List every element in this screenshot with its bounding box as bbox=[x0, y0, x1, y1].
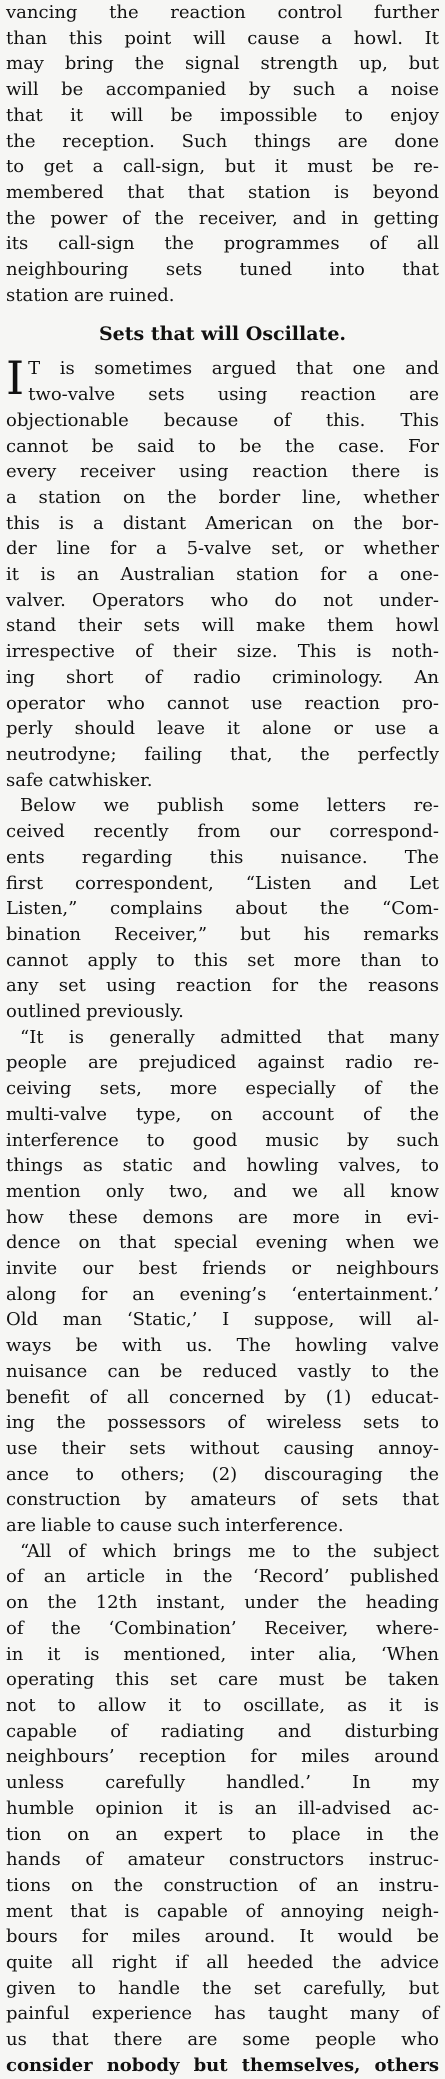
text-line: neighbours’ reception for miles around bbox=[6, 1746, 439, 1768]
text-line: may bring the signal strength up, but bbox=[6, 53, 439, 75]
text-line: Old man ‘Static,’ I suppose, will al- bbox=[6, 1309, 439, 1331]
text-line: things as static and howling valves, to bbox=[6, 1155, 439, 1177]
text-line: a station on the border line, whether bbox=[6, 486, 439, 508]
text-line: tion on an expert to place in the bbox=[6, 1823, 439, 1845]
text-line: people are prejudiced against radio re- bbox=[6, 1052, 439, 1074]
text-line: invite our best friends or neighbours bbox=[6, 1258, 439, 1280]
text-line: this is a distant American on the bor- bbox=[6, 512, 439, 534]
text-line: cannot be said to be the case. For bbox=[6, 435, 439, 457]
text-line: it is an Australian station for a one- bbox=[6, 564, 439, 586]
text-line: construction by amateurs of sets that bbox=[6, 1489, 439, 1511]
section-heading: Sets that will Oscillate. bbox=[98, 323, 347, 346]
text-line: unless carefully handled.’ In my bbox=[6, 1772, 439, 1794]
text-line: on the 12th instant, under the heading bbox=[6, 1592, 439, 1614]
section1-paragraph bbox=[6, 351, 439, 793]
text-line: humble opinion it is an ill-advised ac- bbox=[6, 1797, 439, 1819]
section2-paragraph bbox=[6, 793, 439, 1024]
text-line: station are ruined. bbox=[6, 284, 175, 306]
text-line: irrespective of their size. This is noth- bbox=[6, 641, 439, 663]
text-line: first correspondent, “Listen and Let bbox=[6, 872, 439, 894]
text-line: ment that is capable of annoying neigh- bbox=[6, 1900, 439, 1922]
text-line: neutrodyne; failing that, the perfectly bbox=[6, 743, 439, 765]
text-line: the power of the receiver, and in getting bbox=[6, 207, 439, 229]
intro-paragraph bbox=[6, 0, 439, 308]
drop-cap: I bbox=[6, 351, 25, 406]
section3-paragraph bbox=[6, 1025, 439, 1539]
text-line: its call-sign the programmes of all bbox=[6, 233, 439, 255]
text-line: stand their sets will make them howl bbox=[6, 615, 439, 637]
text-line: to get a call-sign, but it must be re- bbox=[6, 156, 439, 178]
text-line: cannot apply to this set more than to bbox=[6, 949, 439, 971]
text-line: interference to good music by such bbox=[6, 1129, 439, 1151]
text-line: any set using reaction for the reasons bbox=[6, 975, 439, 997]
text-line: given to handle the set carefully, but bbox=[6, 1977, 439, 1999]
text-line: two-valve sets using reaction are bbox=[28, 384, 439, 406]
text-line: ceiving sets, more especially of the bbox=[6, 1078, 439, 1100]
text-line: vancing the reaction control further bbox=[6, 2, 439, 23]
text-line: ance to others; (2) discouraging the bbox=[6, 1463, 439, 1485]
text-line: every receiver using reaction there is bbox=[6, 461, 439, 483]
text-line: will be accompanied by such a noise bbox=[6, 79, 439, 101]
text-line: operating this set care must be taken bbox=[6, 1669, 439, 1691]
text-line: outlined previously. bbox=[6, 1001, 184, 1023]
text-line: ents regarding this nuisance. The bbox=[6, 846, 439, 868]
text-line: quite all right if all heeded the advice bbox=[6, 1952, 439, 1974]
text-line: valver. Operators who do not under- bbox=[6, 589, 439, 611]
text-line: operator who cannot use reaction pro- bbox=[6, 692, 439, 714]
text-line: benefit of all concerned by (1) educat- bbox=[6, 1386, 439, 1408]
text-line: not to allow it to oscillate, as it is bbox=[6, 1695, 439, 1716]
text-line: Below we publish some letters re- bbox=[20, 795, 439, 817]
text-line: nuisance can be reduced vastly to the bbox=[6, 1360, 439, 1382]
text-line: objectionable because of this. This bbox=[6, 409, 439, 431]
text-line: painful experience has taught many of bbox=[6, 2003, 439, 2025]
text-line: how these demons are more in evi- bbox=[6, 1206, 439, 1228]
text-line: Listen,” complains about the “Com- bbox=[6, 898, 439, 920]
text-line: the reception. Such things are done bbox=[6, 130, 439, 152]
text-line: mention only two, and we all know bbox=[6, 1180, 439, 1202]
text-line: T is sometimes argued that one and bbox=[28, 358, 439, 380]
text-line: “All of which brings me to the subject bbox=[20, 1540, 439, 1562]
text-line: are liable to cause such interference. bbox=[6, 1515, 344, 1537]
text-line: of the ‘Combination’ Receiver, where- bbox=[6, 1617, 439, 1639]
text-line: us that there are some people who bbox=[6, 2029, 439, 2051]
text-line: hands of amateur constructors instruc- bbox=[6, 1849, 439, 1871]
text-line: neighbouring sets tuned into that bbox=[6, 259, 439, 281]
text-line: use their sets without causing annoy- bbox=[6, 1437, 439, 1459]
text-line: dence on that special evening when we bbox=[6, 1232, 439, 1254]
text-line: along for an evening’s ‘entertainment.’ bbox=[6, 1283, 439, 1305]
text-line: ways be with us. The howling valve bbox=[6, 1335, 439, 1357]
text-line: “It is generally admitted that many bbox=[20, 1026, 439, 1048]
text-line: than this point will cause a howl. It bbox=[6, 27, 439, 49]
text-line: der line for a 5-valve set, or whether bbox=[6, 538, 439, 560]
text-line: ceived recently from our correspond- bbox=[6, 821, 439, 843]
text-line: multi-valve type, on account of the bbox=[6, 1103, 439, 1125]
section4-paragraph bbox=[6, 1539, 439, 2079]
text-line: that it will be impossible to enjoy bbox=[6, 104, 439, 126]
text-line: perly should leave it alone or use a bbox=[6, 718, 439, 740]
text-line: bination Receiver,” but his remarks bbox=[6, 923, 439, 945]
text-line: safe catwhisker. bbox=[6, 769, 153, 791]
text-line: membered that that station is beyond bbox=[6, 181, 439, 203]
text-line: bours for miles around. It would be bbox=[6, 1926, 439, 1948]
text-line: capable of radiating and disturbing bbox=[6, 1720, 439, 1742]
text-line: tions on the construction of an instru- bbox=[6, 1874, 439, 1896]
text-line: of an article in the ‘Record’ published bbox=[6, 1566, 439, 1588]
text-line: in it is mentioned, inter alia, ‘When bbox=[6, 1643, 439, 1665]
text-line: ing the possessors of wireless sets to bbox=[6, 1412, 439, 1434]
text-line: ing short of radio criminology. An bbox=[6, 666, 439, 688]
text-line: consider nobody but themselves, others bbox=[6, 2054, 439, 2076]
